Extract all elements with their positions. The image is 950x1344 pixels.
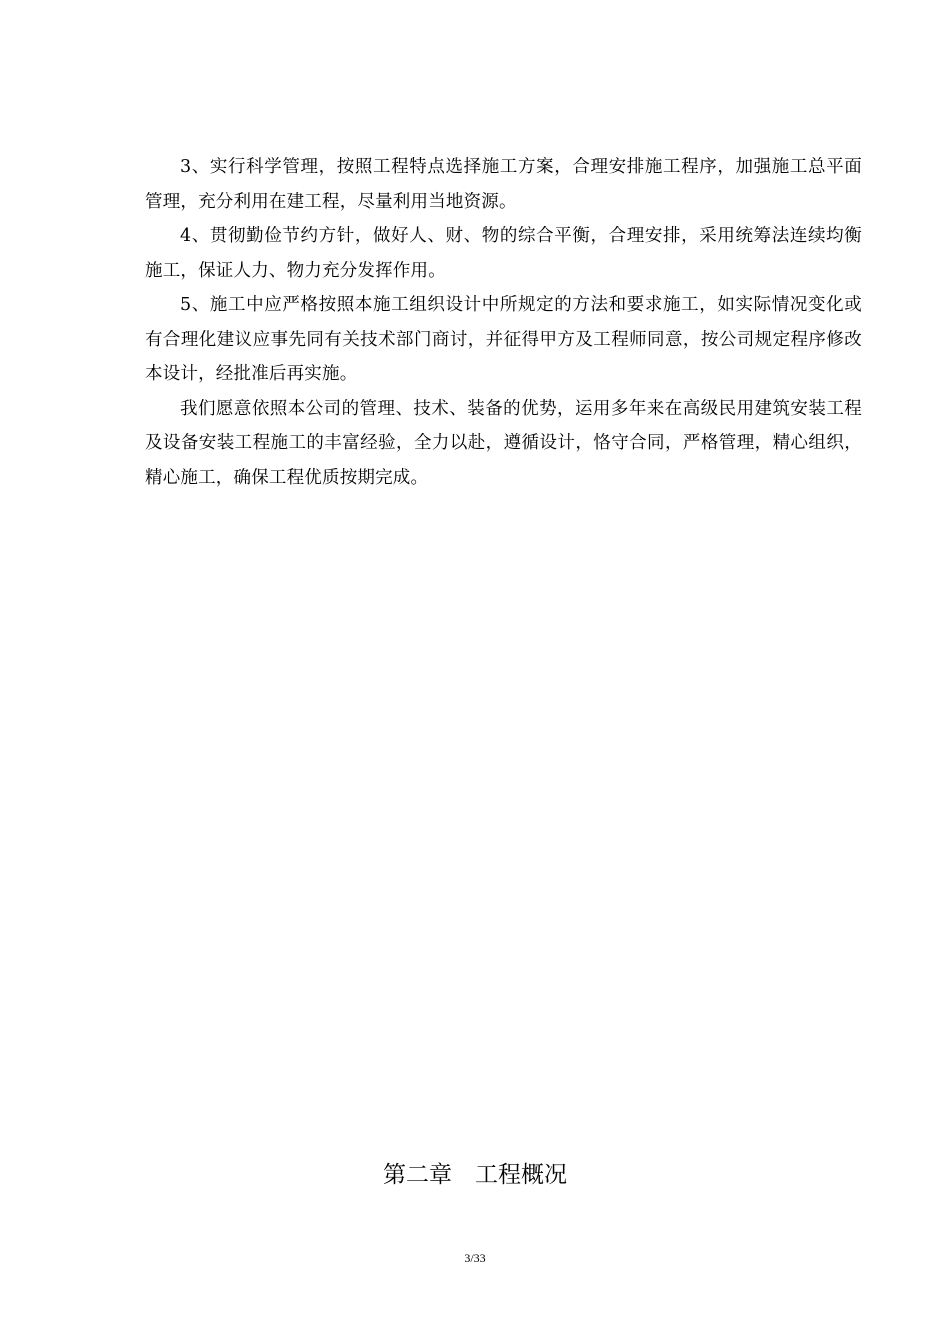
chapter-title: 第二章 工程概况: [383, 1162, 567, 1188]
body-text: [145, 150, 862, 495]
paragraph-closing: 我们愿意依照本公司的管理、技术、装备的优势，运用多年来在高级民用建筑安装工程及设备安装工程施工的丰富经验，全力以赴，遵循设计，恪守合同，严格管理，精心组织，精心施工，确保工程优质按期完成。: [145, 398, 862, 488]
paragraph-item-3: 3、实行科学管理，按照工程特点选择施工方案，合理安排施工程序，加强施工总平面管理，充分利用在建工程，尽量利用当地资源。: [145, 157, 862, 212]
paragraph-item-5: 5、施工中应严格按照本施工组织设计中所规定的方法和要求施工，如实际情况变化或有合理化建议应事先同有关技术部门商讨，并征得甲方及工程师同意，按公司规定程序修改本设计，经批准后再实施。: [145, 295, 862, 384]
page-number: 3/33: [464, 1251, 486, 1265]
paragraph-item-4: 4、贯彻勤俭节约方针，做好人、财、物的综合平衡，合理安排，采用统筹法连续均衡施工，保证人力、物力充分发挥作用。: [145, 226, 862, 281]
